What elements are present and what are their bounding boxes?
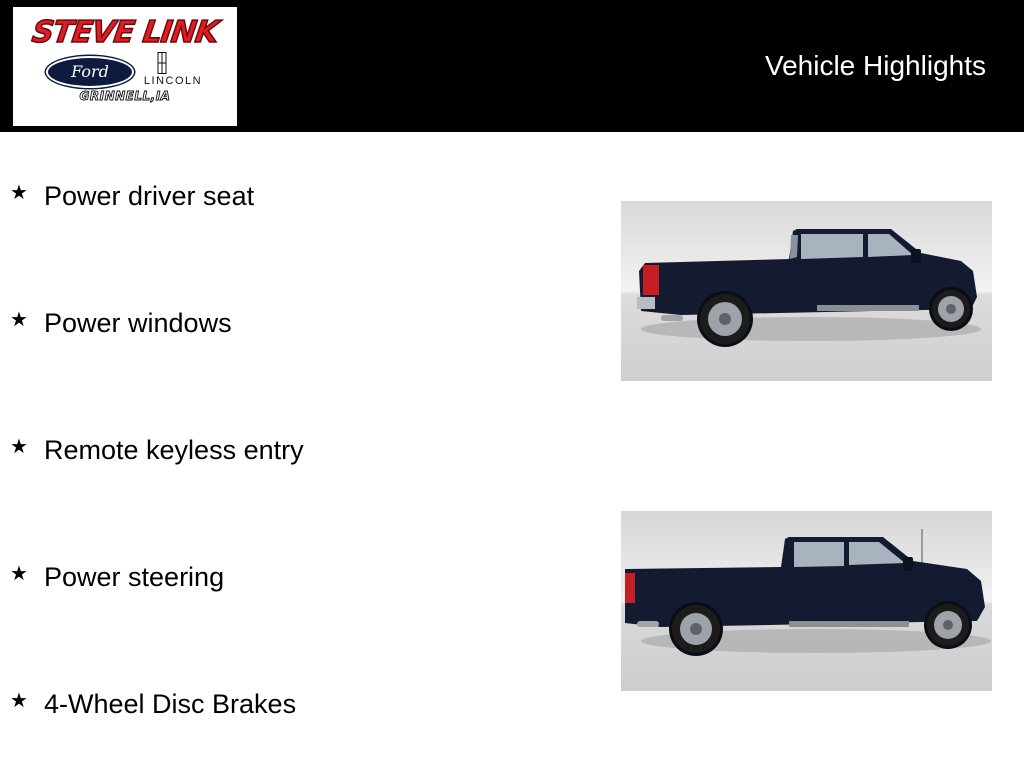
star-icon: ★ [10,563,28,585]
feature-item [10,687,296,721]
logo-city: GRINNELL,IA [79,89,171,103]
ford-oval-icon: Ford [46,56,134,88]
page-title: Vehicle Highlights [764,50,986,81]
star-icon: ★ [10,182,28,204]
header-bar [0,0,1024,132]
dealer-logo[interactable] [13,7,237,126]
feature-label: Power steering [44,562,225,592]
feature-item [10,433,304,467]
feature-item [10,560,224,594]
star-icon: ★ [10,436,28,458]
logo-lincoln-text: LINCOLN [143,75,203,87]
feature-item [10,306,232,340]
truck-side-icon [621,201,992,381]
lincoln-star-icon [157,52,167,74]
logo-dealer-name: STEVE LINK [29,15,221,50]
vehicle-photo-2[interactable] [621,511,992,691]
feature-label: Power windows [44,308,232,338]
vehicle-photo-1[interactable] [621,201,992,381]
feature-label: Power driver seat [44,181,255,211]
star-icon: ★ [10,309,28,331]
feature-label: Remote keyless entry [44,435,304,465]
feature-label: 4-Wheel Disc Brakes [44,689,297,719]
truck-side-icon [621,511,992,691]
feature-item [10,179,254,213]
star-icon: ★ [10,690,28,712]
